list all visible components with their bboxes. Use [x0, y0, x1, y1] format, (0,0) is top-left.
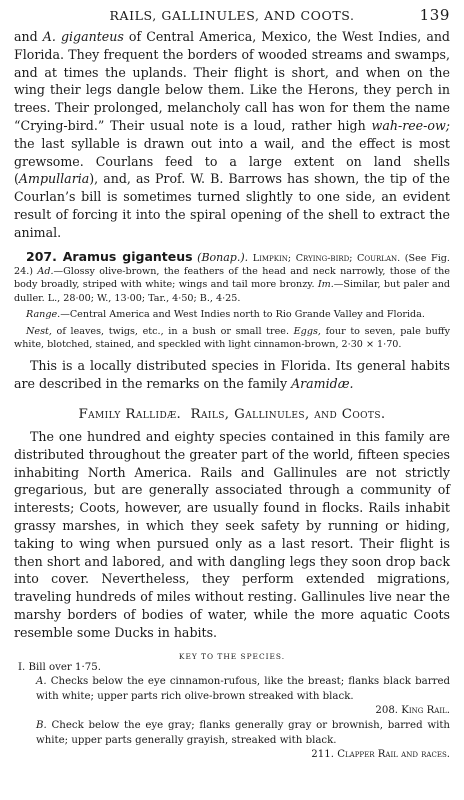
intro-paragraph [14, 28, 450, 242]
species-range [14, 308, 450, 321]
remark-text-1: This is a locally distributed species in Florida. Its general habits are described in the remarks on the family [14, 358, 450, 392]
key-B-result: 211. Clapper Rail and races. [311, 749, 450, 761]
species-remark [14, 357, 450, 393]
running-header [14, 6, 450, 28]
species-authority: (Bonap.). [197, 250, 249, 264]
key-B-lead: B. [36, 719, 47, 731]
key-item-I: I. Bill over 1·75. [18, 661, 101, 673]
species-fig-ref: (See Fig. 24.) [14, 252, 450, 277]
adult-description: —Glossy olive-brown, the feathers of the head and neck narrowly, those of the body broadly, striped with white; wings and tail more bronzy. [14, 265, 450, 291]
species-number-name: 207. Aramus giganteus [26, 248, 193, 264]
nest-label: Nest, [26, 325, 52, 337]
key-A-lead: A. [36, 676, 47, 688]
family-paragraph: The one hundred and eighty species contained in this family are distributed throughout the greater part of the world, fifteen species inhabiting North America. Rails and Gallinules are not strictly gregarious, but are generally associated through a community of interests; Coots, however, are usually found in flocks. Rails inhabit grassy marshes, in which they seek safety by running or hiding, taking to wing when pursued only as a last resort. Their flight is then short and labored, and with dangling legs they soon drop back into cover. Nevertheless, they perform extended migrations, traveling hundreds of miles without resting. Gallinules live near the marshy borders of bodies of water, while the more aquatic Coots resemble some Ducks in habits. [14, 429, 450, 640]
family-name: Family Rallidæ. [78, 407, 182, 422]
remark-italic: Aramidæ. [291, 376, 354, 392]
adult-label: Ad. [37, 265, 54, 277]
intro-text-2: of Central America, Mexico, the West Indies, and Florida. They frequent the borders of wooded streams and swamps, and at times the uplands. Their flight is short, and when on the wing their legs dangle below them. Like the Herons, they perch in trees. Their prolonged, melancholy call has won for them the name “Crying-bird.” Their usual note is a loud, rather high [14, 29, 450, 133]
key-A-text: Checks below the eye cinnamon-rufous, like the breast; flanks black barred with white; upper parts rich olive-brown streaked with black. [36, 676, 450, 702]
species-key [14, 661, 450, 763]
species-207-entry [14, 250, 450, 306]
key-item-B [14, 719, 450, 748]
range-label: Range. [26, 309, 61, 321]
family-heading [14, 407, 450, 422]
species-nest-eggs [14, 325, 450, 352]
eggs-label: Eggs, [293, 325, 321, 337]
intro-text-4: ), and, as Prof. W. B. Barrows has shown, the tip of the Courlan’s bill is sometimes turned slightly to one side, an evident result of forcing it into the spiral opening of the shell to extract the animal. [14, 171, 450, 240]
key-A-result: 208. King Rail. [375, 705, 450, 717]
key-B-text: Check below the eye gray; flanks generally gray or brownish, barred with white; upper parts generally grayish, streaked with black. [36, 719, 450, 746]
key-heading: KEY TO THE SPECIES. [178, 651, 286, 661]
family-common-name: Rails, Gallinules, and Coots. [190, 407, 386, 422]
key-item-A [14, 675, 450, 704]
range-text: —Central America and West Indies north to Rio Grande Valley and Florida. [60, 309, 425, 321]
intro-italic-2: wah-ree-ow; [371, 117, 450, 133]
nest-text: of leaves, twigs, etc., in a bush or small tree. [51, 325, 294, 337]
immature-label: Im. [317, 279, 334, 291]
species-common-names: Limpkin; Crying-bird; Courlan. [252, 252, 401, 264]
intro-text-1: and [14, 29, 43, 44]
eggs-text: four to seven, pale buffy white, blotched, stained, and speckled with light cinnamon-brown, 2·30 × 1·70. [14, 325, 451, 350]
page-number: 139 [419, 6, 450, 24]
intro-text-3: the last syllable is drawn out into a wail, and the effect is most grewsome. Courlans feed to a large extent on land shells ( [14, 135, 450, 187]
running-title: RAILS, GALLINULES, AND COOTS. [109, 8, 355, 23]
intro-italic-3: Ampullaria [18, 171, 90, 187]
immature-description: —Similar, but paler and duller. L., 28·00; W., 13·00; Tar., 4·50; B., 4·25. [14, 279, 451, 304]
intro-italic-1: A. giganteus [42, 29, 124, 44]
